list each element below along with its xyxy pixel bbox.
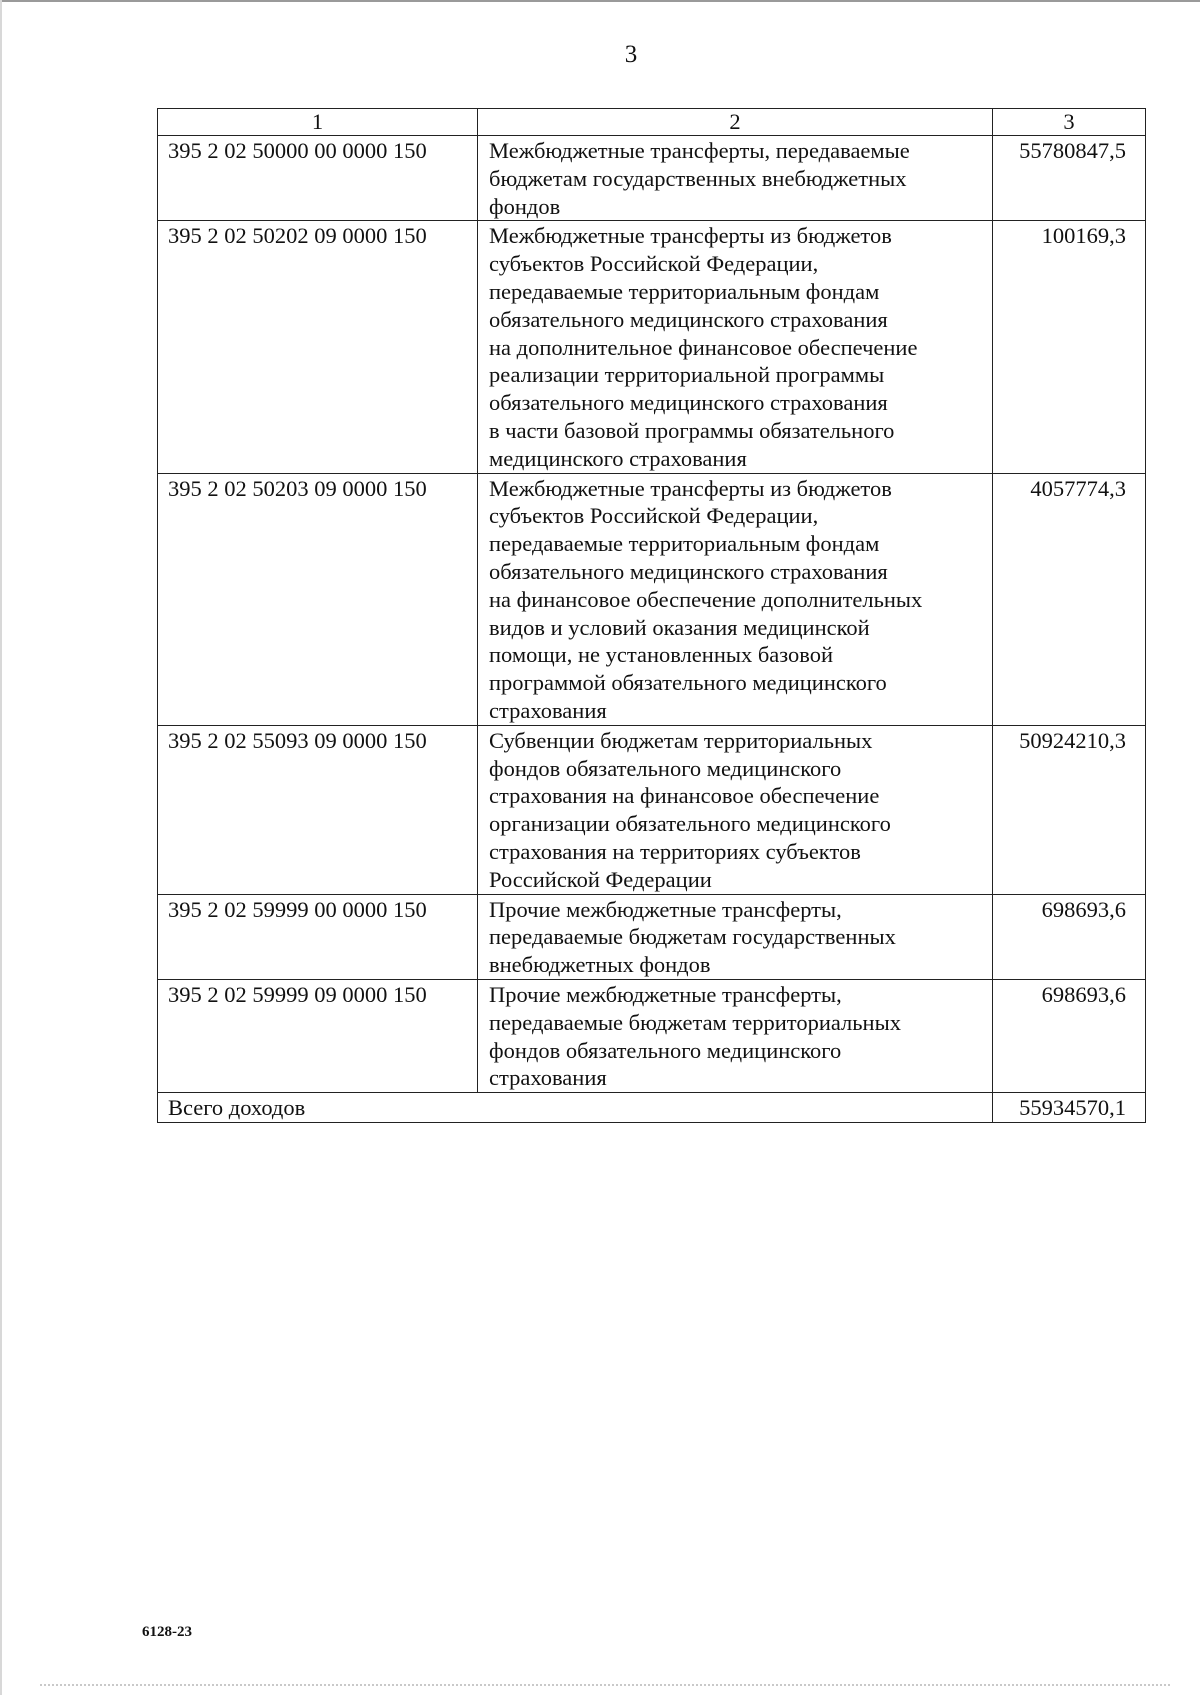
description-line: субъектов Российской Федерации, bbox=[489, 251, 819, 277]
revenue-amount: 698693,6 bbox=[993, 894, 1146, 979]
description-line: Прочие межбюджетные трансферты, bbox=[489, 896, 842, 922]
table-header-row bbox=[158, 109, 1146, 136]
budget-classification-code: 395 2 02 55093 09 0000 150 bbox=[158, 725, 478, 894]
table-row bbox=[158, 979, 1146, 1092]
description-line: передаваемые бюджетам территориальных bbox=[489, 1009, 901, 1035]
table-row bbox=[158, 894, 1146, 979]
column-header: 2 bbox=[478, 109, 993, 136]
description-line: страхования на финансовое обеспечение bbox=[489, 783, 880, 809]
revenue-table bbox=[157, 108, 1146, 1123]
description-line: на дополнительное финансовое обеспечение bbox=[489, 334, 918, 360]
total-label: Всего доходов bbox=[158, 1093, 993, 1123]
revenue-amount: 4057774,3 bbox=[993, 473, 1146, 725]
revenue-description bbox=[478, 725, 993, 894]
description-line: программой обязательного медицинского bbox=[489, 670, 887, 696]
description-line: внебюджетных фондов bbox=[489, 952, 711, 978]
description-line: передаваемые территориальным фондам bbox=[489, 278, 880, 304]
description-line: обязательного медицинского страхования bbox=[489, 390, 888, 416]
description-line: обязательного медицинского страхования bbox=[489, 558, 888, 584]
table-row bbox=[158, 725, 1146, 894]
description-line: Межбюджетные трансферты, передаваемые bbox=[489, 138, 910, 163]
description-line: передаваемые бюджетам государственных bbox=[489, 924, 896, 950]
table-body bbox=[158, 136, 1146, 1093]
column-header: 1 bbox=[158, 109, 478, 136]
description-line: фондов bbox=[489, 193, 561, 219]
table-row bbox=[158, 136, 1146, 221]
table-row bbox=[158, 473, 1146, 725]
description-line: бюджетам государственных внебюджетных bbox=[489, 165, 907, 191]
description-line: Межбюджетные трансферты из бюджетов bbox=[489, 475, 892, 501]
budget-classification-code: 395 2 02 59999 09 0000 150 bbox=[158, 979, 478, 1092]
total-amount: 55934570,1 bbox=[993, 1093, 1146, 1123]
description-line: видов и условий оказания медицинской bbox=[489, 614, 870, 640]
description-line: помощи, не установленных базовой bbox=[489, 642, 834, 668]
description-line: Российской Федерации bbox=[489, 866, 712, 892]
description-line: медицинского страхования bbox=[489, 445, 747, 471]
revenue-description bbox=[478, 136, 993, 221]
budget-classification-code: 395 2 02 59999 00 0000 150 bbox=[158, 894, 478, 979]
description-line: фондов обязательного медицинского bbox=[489, 755, 842, 781]
description-line: Прочие межбюджетные трансферты, bbox=[489, 981, 842, 1007]
description-line: субъектов Российской Федерации, bbox=[489, 503, 819, 529]
description-line: страхования на территориях субъектов bbox=[489, 838, 861, 864]
description-line: передаваемые территориальным фондам bbox=[489, 531, 880, 557]
description-line: организации обязательного медицинского bbox=[489, 811, 891, 837]
revenue-amount: 698693,6 bbox=[993, 979, 1146, 1092]
revenue-amount: 55780847,5 bbox=[993, 136, 1146, 221]
page-number: 3 bbox=[624, 41, 638, 68]
budget-classification-code: 395 2 02 50000 00 0000 150 bbox=[158, 136, 478, 221]
budget-classification-code: 395 2 02 50202 09 0000 150 bbox=[158, 221, 478, 473]
document-id: 6128-23 bbox=[142, 1624, 192, 1640]
description-line: фондов обязательного медицинского bbox=[489, 1037, 842, 1063]
description-line: страхования bbox=[489, 1065, 607, 1091]
description-line: Субвенции бюджетам территориальных bbox=[489, 727, 873, 753]
revenue-description bbox=[478, 473, 993, 725]
description-line: обязательного медицинского страхования bbox=[489, 306, 888, 332]
revenue-amount: 100169,3 bbox=[993, 221, 1146, 473]
table-row bbox=[158, 221, 1146, 473]
scan-noise-line bbox=[40, 1684, 1170, 1686]
description-line: на финансовое обеспечение дополнительных bbox=[489, 586, 923, 612]
description-line: в части базовой программы обязательного bbox=[489, 417, 895, 443]
revenue-amount: 50924210,3 bbox=[993, 725, 1146, 894]
scan-edge-line bbox=[0, 0, 1200, 2]
scan-edge-shadow bbox=[0, 0, 2, 1695]
budget-classification-code: 395 2 02 50203 09 0000 150 bbox=[158, 473, 478, 725]
revenue-description bbox=[478, 221, 993, 473]
column-header: 3 bbox=[993, 109, 1146, 136]
revenue-description bbox=[478, 979, 993, 1092]
description-line: Межбюджетные трансферты из бюджетов bbox=[489, 223, 892, 249]
description-line: страхования bbox=[489, 697, 607, 723]
total-row bbox=[158, 1093, 1146, 1123]
description-line: реализации территориальной программы bbox=[489, 362, 885, 388]
revenue-description bbox=[478, 894, 993, 979]
